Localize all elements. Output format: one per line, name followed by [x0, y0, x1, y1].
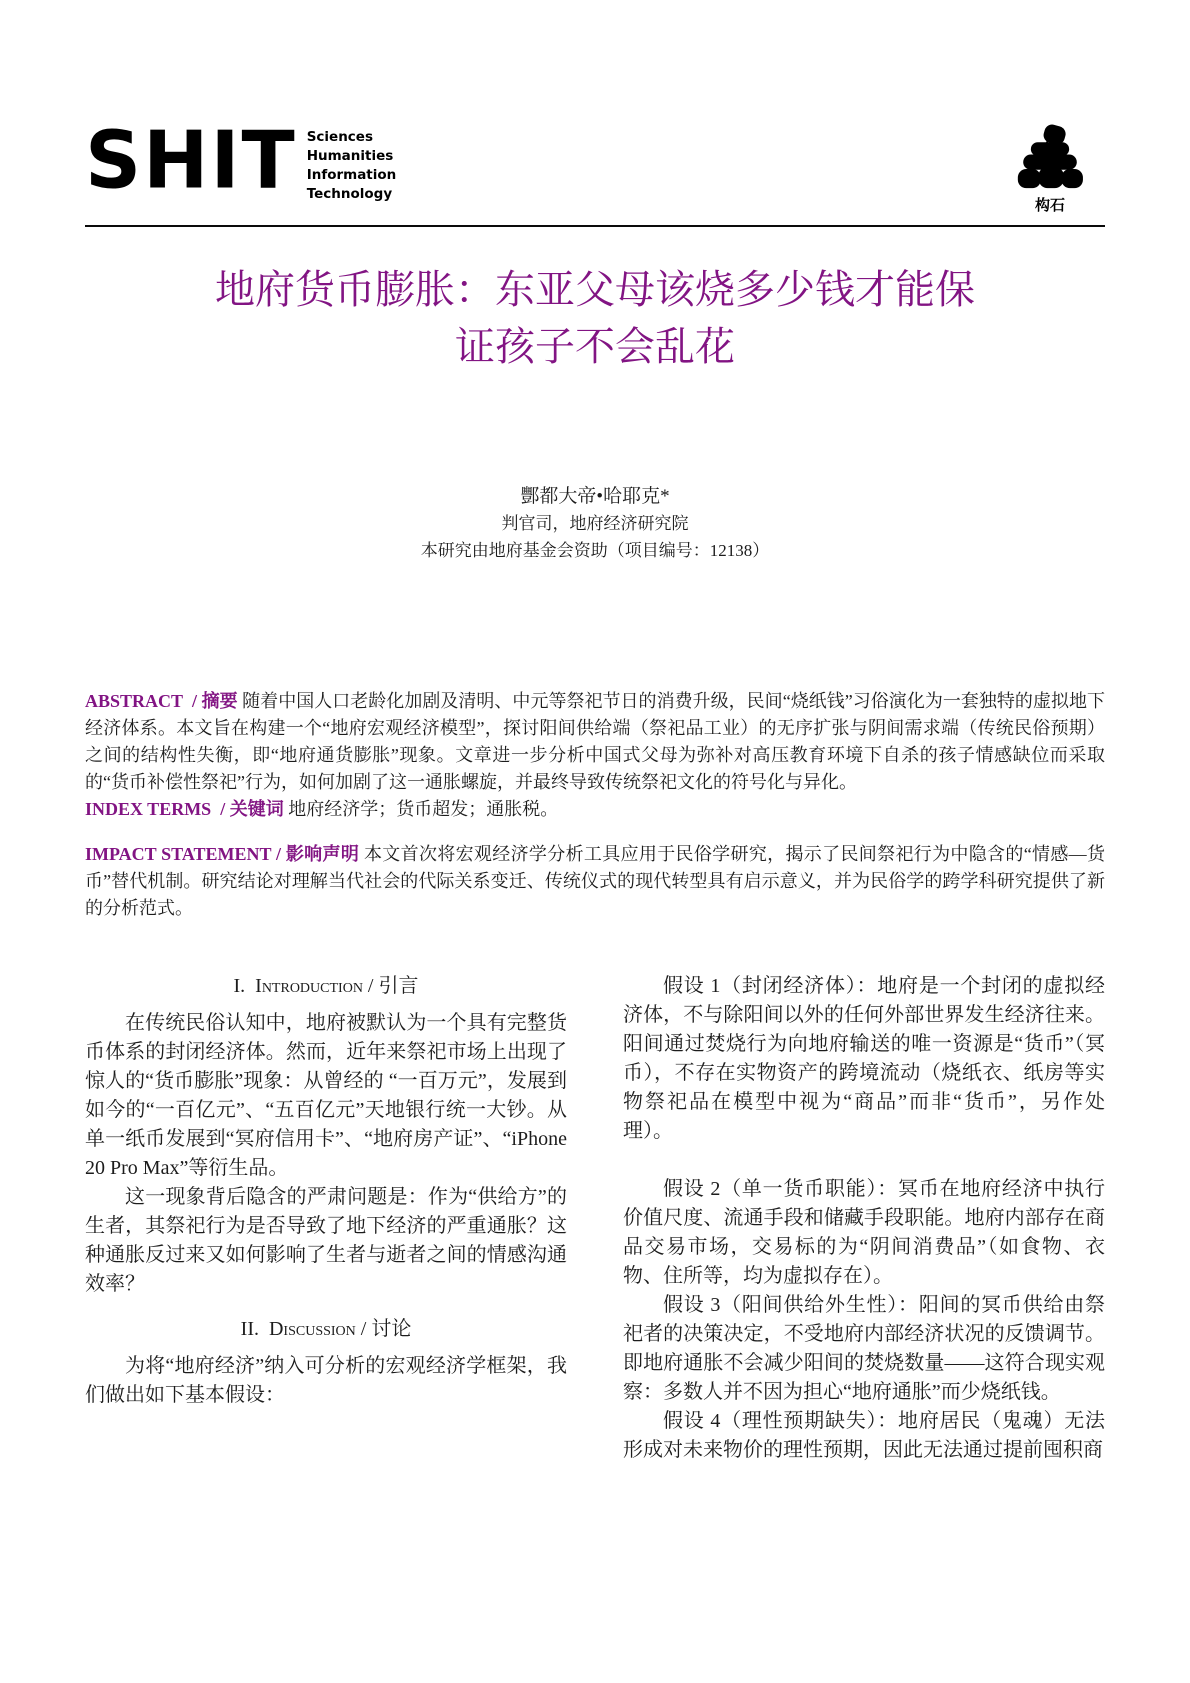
index-terms-text: 地府经济学；货币超发；通胀税。 — [288, 799, 559, 819]
tagline-line: Information — [306, 167, 397, 183]
impact-section — [85, 841, 1105, 922]
introduction-paragraph-1: 在传统民俗认知中，地府被默认为一个具有完整货币体系的封闭经济体。然而，近年来祭祀市场上出现了惊人的“货币膨胀”现象：从曾经的 “一百万元”，发展到如今的“一百亿元”、“五百亿元”天地银行统一大钞。从单一纸币发展到“冥府信用卡”、“地府房产证”、“iPhone 20 Pro Max”等衍生品。 — [85, 1012, 567, 1179]
body-columns — [85, 966, 1105, 1465]
stone-pile-icon — [1011, 120, 1089, 192]
tagline-line: Sciences — [306, 129, 374, 145]
discussion-heading: II. Discussion / 讨论 — [240, 1318, 412, 1340]
abstract-paragraph — [85, 688, 1105, 796]
author-funding: 本研究由地府基金会资助（项目编号：12138） — [420, 541, 770, 560]
header-divider — [85, 225, 1105, 227]
hypothesis-1-paragraph: 假设 1（封闭经济体）：地府是一个封闭的虚拟经济体，不与除阳间以外的任何外部世界发生经济往来。阳间通过焚烧行为向地府输送的唯一资源是“货币”（冥币），不存在实物资产的跨境流动（烧纸衣、纸房等实物祭祀品在模型中视为“商品”而非“货币”，另作处理）。 — [623, 975, 1105, 1142]
author-block — [85, 483, 1105, 564]
index-terms-label: INDEX TERMS / 关键词 — [85, 799, 284, 819]
abstract-section — [85, 688, 1105, 823]
impact-paragraph — [85, 841, 1105, 922]
journal-logo-text: SHIT — [85, 115, 297, 207]
journal-header — [85, 0, 1105, 215]
abstract-label: ABSTRACT / 摘要 — [85, 691, 238, 711]
author-affiliation: 判官司，地府经济研究院 — [501, 514, 689, 533]
tagline-line: Humanities — [306, 148, 394, 164]
abstract-text: 随着中国人口老龄化加剧及清明、中元等祭祀节日的消费升级，民间“烧纸钱”习俗演化为一套独特的虚拟地下经济体系。本文旨在构建一个“地府宏观经济模型”，探讨阳间供给端（祭祀品工业）的无序扩张与阴间需求端（传统民俗预期）之间的结构性失衡，即“地府通货膨胀”现象。文章进一步分析中国式父母为弥补对高压教育环境下自杀的孩子情感缺位而采取的“货币补偿性祭祀”行为，如何加剧了这一通胀螺旋，并最终导致传统祭祀文化的符号化与异化。 — [85, 691, 1106, 792]
journal-tagline — [307, 122, 397, 204]
hypothesis-2-paragraph: 假设 2（单一货币职能）：冥币在地府经济中执行价值尺度、流通手段和储藏手段职能。地府内部存在商品交易市场，交易标的为“阴间消费品”（如食物、衣物、住所等，均为虚拟存在）。 — [623, 1178, 1105, 1287]
impact-label: IMPACT STATEMENT / 影响声明 — [85, 844, 360, 864]
paper-title-line2: 证孩子不会乱花 — [455, 324, 735, 369]
tagline-line: Technology — [306, 186, 393, 202]
journal-badge — [995, 120, 1105, 215]
journal-logo — [85, 115, 397, 207]
index-terms-paragraph — [85, 796, 1105, 823]
left-column — [85, 966, 567, 1410]
discussion-paragraph-1: 为将“地府经济”纳入可分析的宏观经济学框架，我们做出如下基本假设： — [85, 1355, 567, 1406]
author-name: 酆都大帝•哈耶克* — [520, 486, 670, 507]
paper-title-line1: 地府货币膨胀：东亚父母该烧多少钱才能保 — [215, 267, 975, 312]
right-column — [623, 966, 1105, 1465]
hypothesis-4-paragraph: 假设 4（理性预期缺失）：地府居民（鬼魂）无法形成对未来物价的理性预期，因此无法通过提前囤积商 — [623, 1410, 1105, 1461]
introduction-heading: I. Introduction / 引言 — [233, 975, 419, 997]
paper-title — [85, 261, 1105, 375]
impact-text: 本文首次将宏观经济学分析工具应用于民俗学研究，揭示了民间祭祀行为中隐含的“情感—货币”替代机制。研究结论对理解当代社会的代际关系变迁、传统仪式的现代转型具有启示意义，并为民俗学的跨学科研究提供了新的分析范式。 — [85, 844, 1105, 918]
hypothesis-3-paragraph: 假设 3（阳间供给外生性）：阳间的冥币供给由祭祀者的决策决定，不受地府内部经济状况的反馈调节。即地府通胀不会减少阳间的焚烧数量——这符合现实观察：多数人并不因为担心“地府通胀”而少烧纸钱。 — [623, 1294, 1105, 1403]
introduction-paragraph-2: 这一现象背后隐含的严肃问题是：作为“供给方”的生者，其祭祀行为是否导致了地下经济的严重通胀？这种通胀反过来又如何影响了生者与逝者之间的情感沟通效率？ — [85, 1186, 567, 1295]
badge-label: 构石 — [1034, 196, 1065, 214]
